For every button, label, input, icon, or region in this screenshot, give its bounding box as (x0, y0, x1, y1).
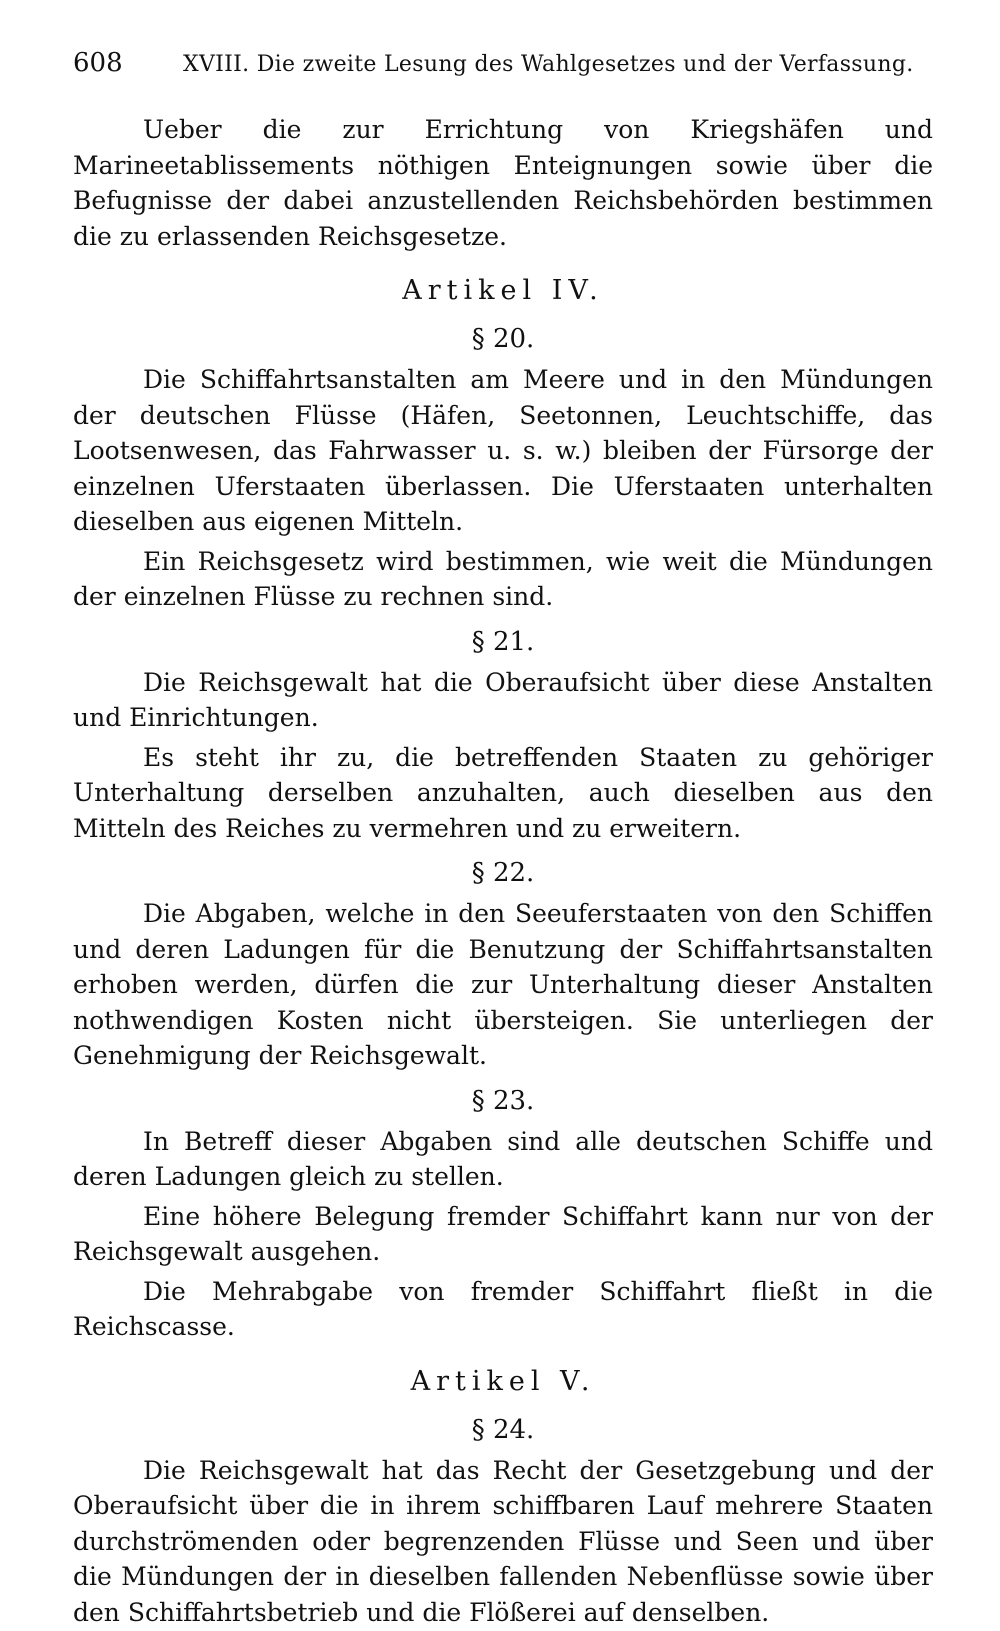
paragraph-23-3: Die Mehrabgabe von fremder Schiffahrt fließt in die Reichscasse. (73, 1276, 933, 1341)
paragraph-20-1: Die Schiffahrtsanstalten am Meere und in den Mündungen der deutschen Flüsse (Häfen, Seetonnen, Leuchtschiffe, das Lootsenwesen, das Fahrwasser u. s. w.) bleiben der Fürsorge der einzelnen Uferstaaten überlassen. Die Uferstaaten unterhalten dieselben aus eigenen Mitteln. (73, 365, 933, 536)
paragraph-23-1: In Betreff dieser Abgaben sind alle deutschen Schiffe und deren Ladungen gleich zu stellen. (73, 1126, 933, 1191)
section-heading-23: § 23. (471, 1085, 535, 1116)
section-heading-21: § 21. (471, 626, 535, 657)
paragraph-22: Die Abgaben, welche in den Seeuferstaaten von den Schiffen und deren Ladungen für die Benutzung der Schiffahrtsanstalten erhoben werden, dürfen die zur Unterhaltung dieser Anstalten nothwendigen Kosten nicht übersteigen. Sie unterliegen der Genehmigung der Reichsgewalt. (73, 899, 933, 1070)
paragraph-20-2: Ein Reichsgesetz wird bestimmen, wie weit die Mündungen der einzelnen Flüsse zu rechnen sind. (73, 546, 933, 611)
section-heading-24: § 24. (471, 1414, 535, 1445)
article-heading-v: Artikel V. (410, 1365, 596, 1397)
page-header (73, 48, 933, 88)
intro-paragraph: Ueber die zur Errichtung von Kriegshäfen und Marineetablissements nöthigen Enteignungen sowie über die Befugnisse der dabei anzustellenden Reichsbehörden bestimmen die zu erlassenden Reichsgesetze. (73, 115, 933, 251)
paragraph-21-2: Es steht ihr zu, die betreffenden Staaten zu gehöriger Unterhaltung derselben anzuhalten, auch dieselben aus den Mitteln des Reiches zu vermehren und zu erweitern. (73, 742, 933, 843)
section-heading-22: § 22. (471, 858, 535, 888)
paragraph-24: Die Reichsgewalt hat das Recht der Gesetzgebung und der Oberaufsicht über die in ihrem schiffbaren Lauf mehrere Staaten durchströmenden oder begrenzenden Flüsse und Seen und über die Mündungen der in dieselben fallenden Nebenflüsse sowie über den Schiffahrtsbetrieb und die Flößerei auf denselben. (73, 1455, 933, 1627)
article-heading-iv: Artikel IV. (402, 275, 604, 306)
page-content (73, 48, 933, 1630)
paragraph-21-1: Die Reichsgewalt hat die Oberaufsicht über diese Anstalten und Einrichtungen. (73, 667, 933, 732)
section-heading-20: § 20. (471, 324, 535, 354)
paragraph-23-2: Eine höhere Belegung fremder Schiffahrt kann nur von der Reichsgewalt ausgehen. (73, 1201, 933, 1266)
running-head: XVIII. Die zweite Lesung des Wahlgesetzes und der Verfassung. (183, 52, 914, 77)
page-number: 608 (73, 48, 123, 78)
